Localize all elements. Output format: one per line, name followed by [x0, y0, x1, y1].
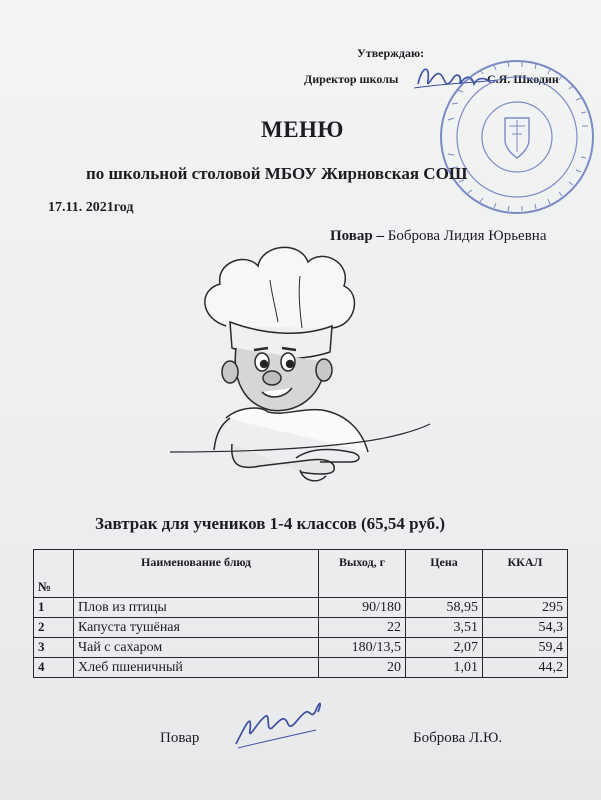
row-number: 3 [34, 638, 74, 658]
column-header-price: Цена [406, 550, 483, 598]
subtitle: по школьной столовой МБОУ Жирновская СОШ [86, 164, 468, 183]
director-label: Директор школы [304, 72, 399, 86]
dish-name: Хлеб пшеничный [74, 658, 319, 678]
dish-price: 58,95 [406, 598, 483, 618]
cook-label: Повар – [330, 228, 384, 244]
dish-price: 2,07 [406, 638, 483, 658]
director-name: С.Я. Шкодин [487, 72, 559, 86]
dish-yield: 22 [319, 618, 406, 638]
row-number: 1 [34, 598, 74, 618]
dish-yield: 20 [319, 658, 406, 678]
footer-cook-name: Боброва Л.Ю. [413, 730, 503, 746]
dish-name: Чай с сахаром [74, 638, 319, 658]
footer-cook-label: Повар [160, 730, 200, 746]
column-header-yield: Выход, г [319, 550, 406, 598]
dish-name: Плов из птицы [74, 598, 319, 618]
dish-yield: 180/13,5 [319, 638, 406, 658]
approve-label: Утверждаю: [357, 46, 425, 60]
dish-yield: 90/180 [319, 598, 406, 618]
meal-heading: Завтрак для учеников 1-4 классов (65,54 руб.) [95, 514, 446, 533]
dish-kcal: 59,4 [483, 638, 568, 658]
row-number: 4 [34, 658, 74, 678]
cook-name: Боброва Лидия Юрьевна [387, 228, 547, 244]
dish-kcal: 44,2 [483, 658, 568, 678]
dish-kcal: 54,3 [483, 618, 568, 638]
page-title: МЕНЮ [261, 117, 344, 142]
dish-price: 3,51 [406, 618, 483, 638]
menu-date: 17.11. 2021год [48, 200, 134, 215]
column-header-kcal: ККАЛ [483, 550, 568, 598]
dish-name: Капуста тушёная [74, 618, 319, 638]
dish-kcal: 295 [483, 598, 568, 618]
row-number: 2 [34, 618, 74, 638]
column-header-dish: Наименование блюд [74, 550, 319, 598]
dish-price: 1,01 [406, 658, 483, 678]
column-header-number: № [34, 550, 74, 598]
